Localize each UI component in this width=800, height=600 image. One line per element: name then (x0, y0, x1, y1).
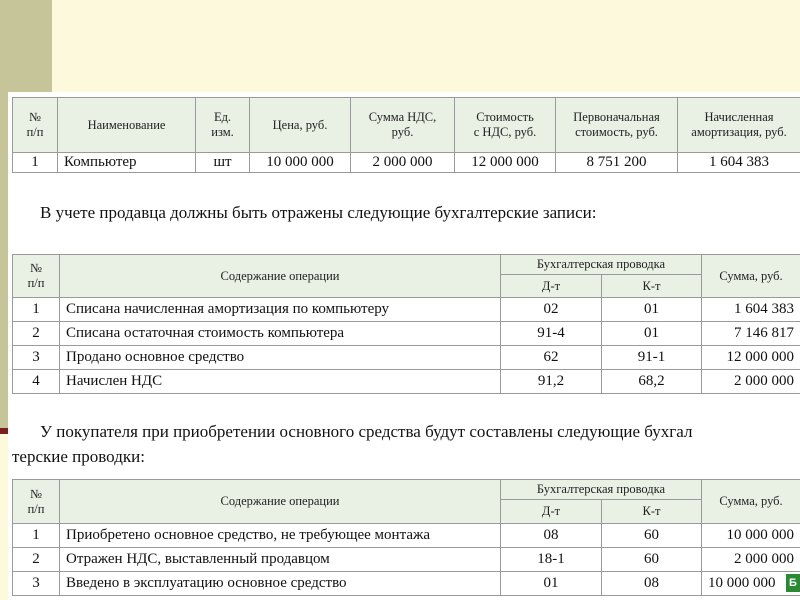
buyer-paragraph-line1: У покупателя при приобретении основного средства будут составлены следующие бухгал (40, 422, 693, 441)
row-debit: 08 (501, 524, 602, 548)
row-num: 4 (13, 370, 60, 394)
row-sum: 7 146 817 (702, 322, 800, 346)
col-credit-header: К-т (602, 275, 702, 298)
row-num: 2 (13, 548, 60, 572)
col-entry-header: Бухгалтерская проводка (501, 480, 702, 500)
table-row (13, 298, 800, 322)
row-unit: шт (196, 153, 250, 173)
row-num: 1 (13, 298, 60, 322)
green-badge-icon[interactable]: Б (786, 574, 800, 592)
row-sum: 12 000 000 (702, 346, 800, 370)
row-credit: 68,2 (602, 370, 702, 394)
col-debit-header: Д-т (501, 275, 602, 298)
col-num-header: № п/п (13, 98, 58, 153)
table-row (13, 548, 800, 572)
col-unit-header: Ед. изм. (196, 98, 250, 153)
row-sum: 10 000 000 (702, 524, 800, 548)
col-entry-header: Бухгалтерская проводка (501, 255, 702, 275)
row-sum: 1 604 383 (702, 298, 800, 322)
col-debit-header: Д-т (501, 500, 602, 524)
row-credit: 01 (602, 298, 702, 322)
col-initial-header: Первоначальная стоимость, руб. (556, 98, 678, 153)
col-operation-header: Содержание операции (60, 255, 501, 298)
row-depreciation: 1 604 383 (678, 153, 800, 173)
col-price-header: Цена, руб. (250, 98, 351, 153)
row-operation: Приобретено основное средство, не требующее монтажа (60, 524, 501, 548)
row-operation: Начислен НДС (60, 370, 501, 394)
row-num: 1 (13, 524, 60, 548)
table-row (13, 524, 800, 548)
row-credit: 01 (602, 322, 702, 346)
row-credit: 08 (602, 572, 702, 596)
row-credit: 60 (602, 524, 702, 548)
seller-paragraph: В учете продавца должны быть отражены следующие бухгалтерские записи: (40, 203, 597, 222)
table-row (13, 572, 800, 596)
col-sum-header: Сумма, руб. (702, 255, 800, 298)
row-credit: 91-1 (602, 346, 702, 370)
row-debit: 91-4 (501, 322, 602, 346)
row-debit: 01 (501, 572, 602, 596)
row-sum: 2 000 000 (702, 370, 800, 394)
row-sum: 2 000 000 (702, 548, 800, 572)
row-debit: 02 (501, 298, 602, 322)
row-operation: Списана остаточная стоимость компьютера (60, 322, 501, 346)
row-cost: 12 000 000 (455, 153, 556, 173)
col-name-header: Наименование (58, 98, 196, 153)
row-initial: 8 751 200 (556, 153, 678, 173)
row-debit: 18-1 (501, 548, 602, 572)
row-operation: Списана начисленная амортизация по компьютеру (60, 298, 501, 322)
col-sum-header: Сумма, руб. (702, 480, 800, 524)
col-credit-header: К-т (602, 500, 702, 524)
row-vat: 2 000 000 (351, 153, 455, 173)
col-num-header: № п/п (13, 480, 60, 524)
row-credit: 60 (602, 548, 702, 572)
table-row (13, 370, 800, 394)
row-operation: Продано основное средство (60, 346, 501, 370)
row-num: 2 (13, 322, 60, 346)
row-num: 3 (13, 346, 60, 370)
col-cost-header: Стоимость с НДС, руб. (455, 98, 556, 153)
row-operation: Отражен НДС, выставленный продавцом (60, 548, 501, 572)
row-num: 3 (13, 572, 60, 596)
buyer-entries-table (12, 479, 800, 596)
row-num: 1 (13, 153, 58, 173)
row-price: 10 000 000 (250, 153, 351, 173)
col-depreciation-header: Начисленная амортизация, руб. (678, 98, 800, 153)
row-name: Компьютер (58, 153, 196, 173)
row-debit: 62 (501, 346, 602, 370)
table-row (13, 346, 800, 370)
row-operation: Введено в эксплуатацию основное средство (60, 572, 501, 596)
row-sum: 10 000 000 (702, 572, 800, 596)
table-row (13, 322, 800, 346)
buyer-paragraph-line2: терские проводки: (12, 447, 145, 466)
row-debit: 91,2 (501, 370, 602, 394)
col-vat-header: Сумма НДС, руб. (351, 98, 455, 153)
table-row (13, 153, 800, 173)
asset-table (12, 97, 800, 173)
col-operation-header: Содержание операции (60, 480, 501, 524)
col-num-header: № п/п (13, 255, 60, 298)
seller-entries-table (12, 254, 800, 394)
